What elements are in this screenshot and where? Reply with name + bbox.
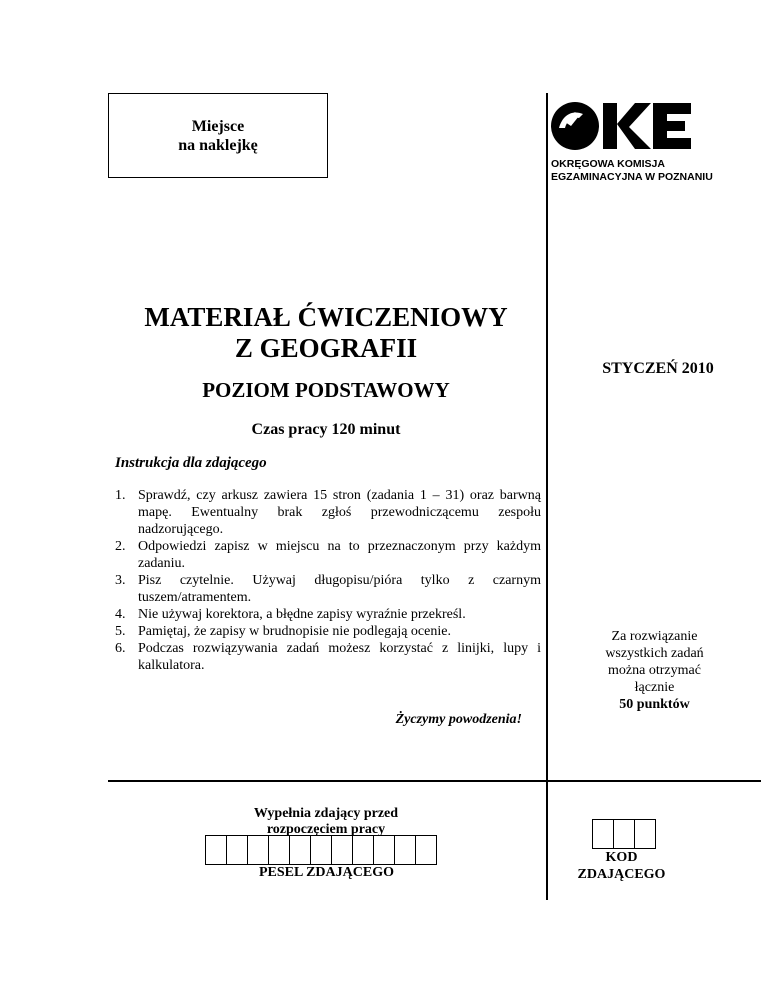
kod-digit-box[interactable] — [614, 819, 635, 849]
pesel-digit-box[interactable] — [353, 835, 374, 865]
horizontal-divider — [108, 780, 761, 782]
instructions-list — [115, 487, 541, 674]
points-total: 50 punktów — [619, 697, 690, 712]
instruction-item: 4. Nie używaj korektora, a błędne zapisy wyraźnie przekreśl. — [115, 607, 466, 622]
points-line-2: wszystkich zadań — [605, 646, 704, 661]
instruction-item: 3. Pisz czytelnie. Używaj długopisu/pióra tylko z czarnym tuszem/atramentem. — [115, 573, 541, 605]
pesel-digit-box[interactable] — [416, 835, 437, 865]
pesel-digit-box[interactable] — [332, 835, 353, 865]
fill-note-line-1: Wypełnia zdający przed — [253, 806, 399, 821]
pesel-boxes — [205, 835, 437, 865]
points-line-1: Za rozwiązanie — [611, 629, 698, 644]
pesel-digit-box[interactable] — [206, 835, 227, 865]
pesel-digit-box[interactable] — [227, 835, 248, 865]
sticker-placeholder — [108, 93, 328, 178]
oke-logo-mark — [549, 100, 695, 154]
document-title — [108, 302, 544, 364]
title-line-2: Z GEOGRAFII — [234, 333, 418, 363]
pesel-digit-box[interactable] — [248, 835, 269, 865]
kod-boxes — [592, 819, 656, 849]
sticker-line-1: Miejsce — [191, 117, 245, 135]
pesel-digit-box[interactable] — [395, 835, 416, 865]
instruction-item: 5. Pamiętaj, że zapisy w brudnopisie nie podlegają ocenie. — [115, 624, 451, 639]
kod-digit-box[interactable] — [635, 819, 656, 849]
logo-text-line-1: OKRĘGOWA KOMISJA — [551, 158, 665, 170]
kod-label-line-2: ZDAJĄCEGO — [577, 867, 666, 882]
instruction-item: 2. Odpowiedzi zapisz w miejscu na to przeznaczonym przy każdym zadaniu. — [115, 539, 541, 571]
sticker-line-2: na naklejkę — [178, 136, 258, 154]
good-luck-note: Życzymy powodzenia! — [395, 712, 522, 727]
points-info — [548, 628, 761, 713]
pesel-digit-box[interactable] — [290, 835, 311, 865]
oke-logo — [549, 100, 713, 190]
kod-label-line-1: KOD — [605, 850, 638, 865]
title-line-1: MATERIAŁ ĆWICZENIOWY — [144, 302, 508, 332]
fill-note — [108, 806, 544, 838]
kod-digit-box[interactable] — [593, 819, 614, 849]
vertical-divider — [546, 93, 548, 900]
fill-note-line-2: rozpoczęciem pracy — [266, 822, 386, 837]
pesel-digit-box[interactable] — [374, 835, 395, 865]
pesel-digit-box[interactable] — [311, 835, 332, 865]
instructions-heading: Instrukcja dla zdającego — [115, 455, 267, 471]
pesel-label: PESEL ZDAJĄCEGO — [259, 865, 394, 880]
pesel-digit-box[interactable] — [269, 835, 290, 865]
exam-date: STYCZEŃ 2010 — [602, 360, 714, 377]
points-line-3: można otrzymać — [608, 663, 701, 678]
logo-text-line-2: EGZAMINACYJNA W POZNANIU — [551, 171, 713, 183]
kod-label — [548, 849, 695, 883]
exam-level: POZIOM PODSTAWOWY — [202, 378, 450, 402]
instruction-item: 1. Sprawdź, czy arkusz zawiera 15 stron (zadania 1 – 31) oraz barwną mapę. Ewentualny brak zgłoś przewodniczącemu zespołu nadzorującego. — [115, 488, 541, 537]
exam-time: Czas pracy 120 minut — [251, 421, 401, 438]
points-line-4: łącznie — [634, 680, 675, 695]
instruction-item: 6. Podczas rozwiązywania zadań możesz korzystać z linijki, lupy i kalkulatora. — [115, 641, 541, 673]
